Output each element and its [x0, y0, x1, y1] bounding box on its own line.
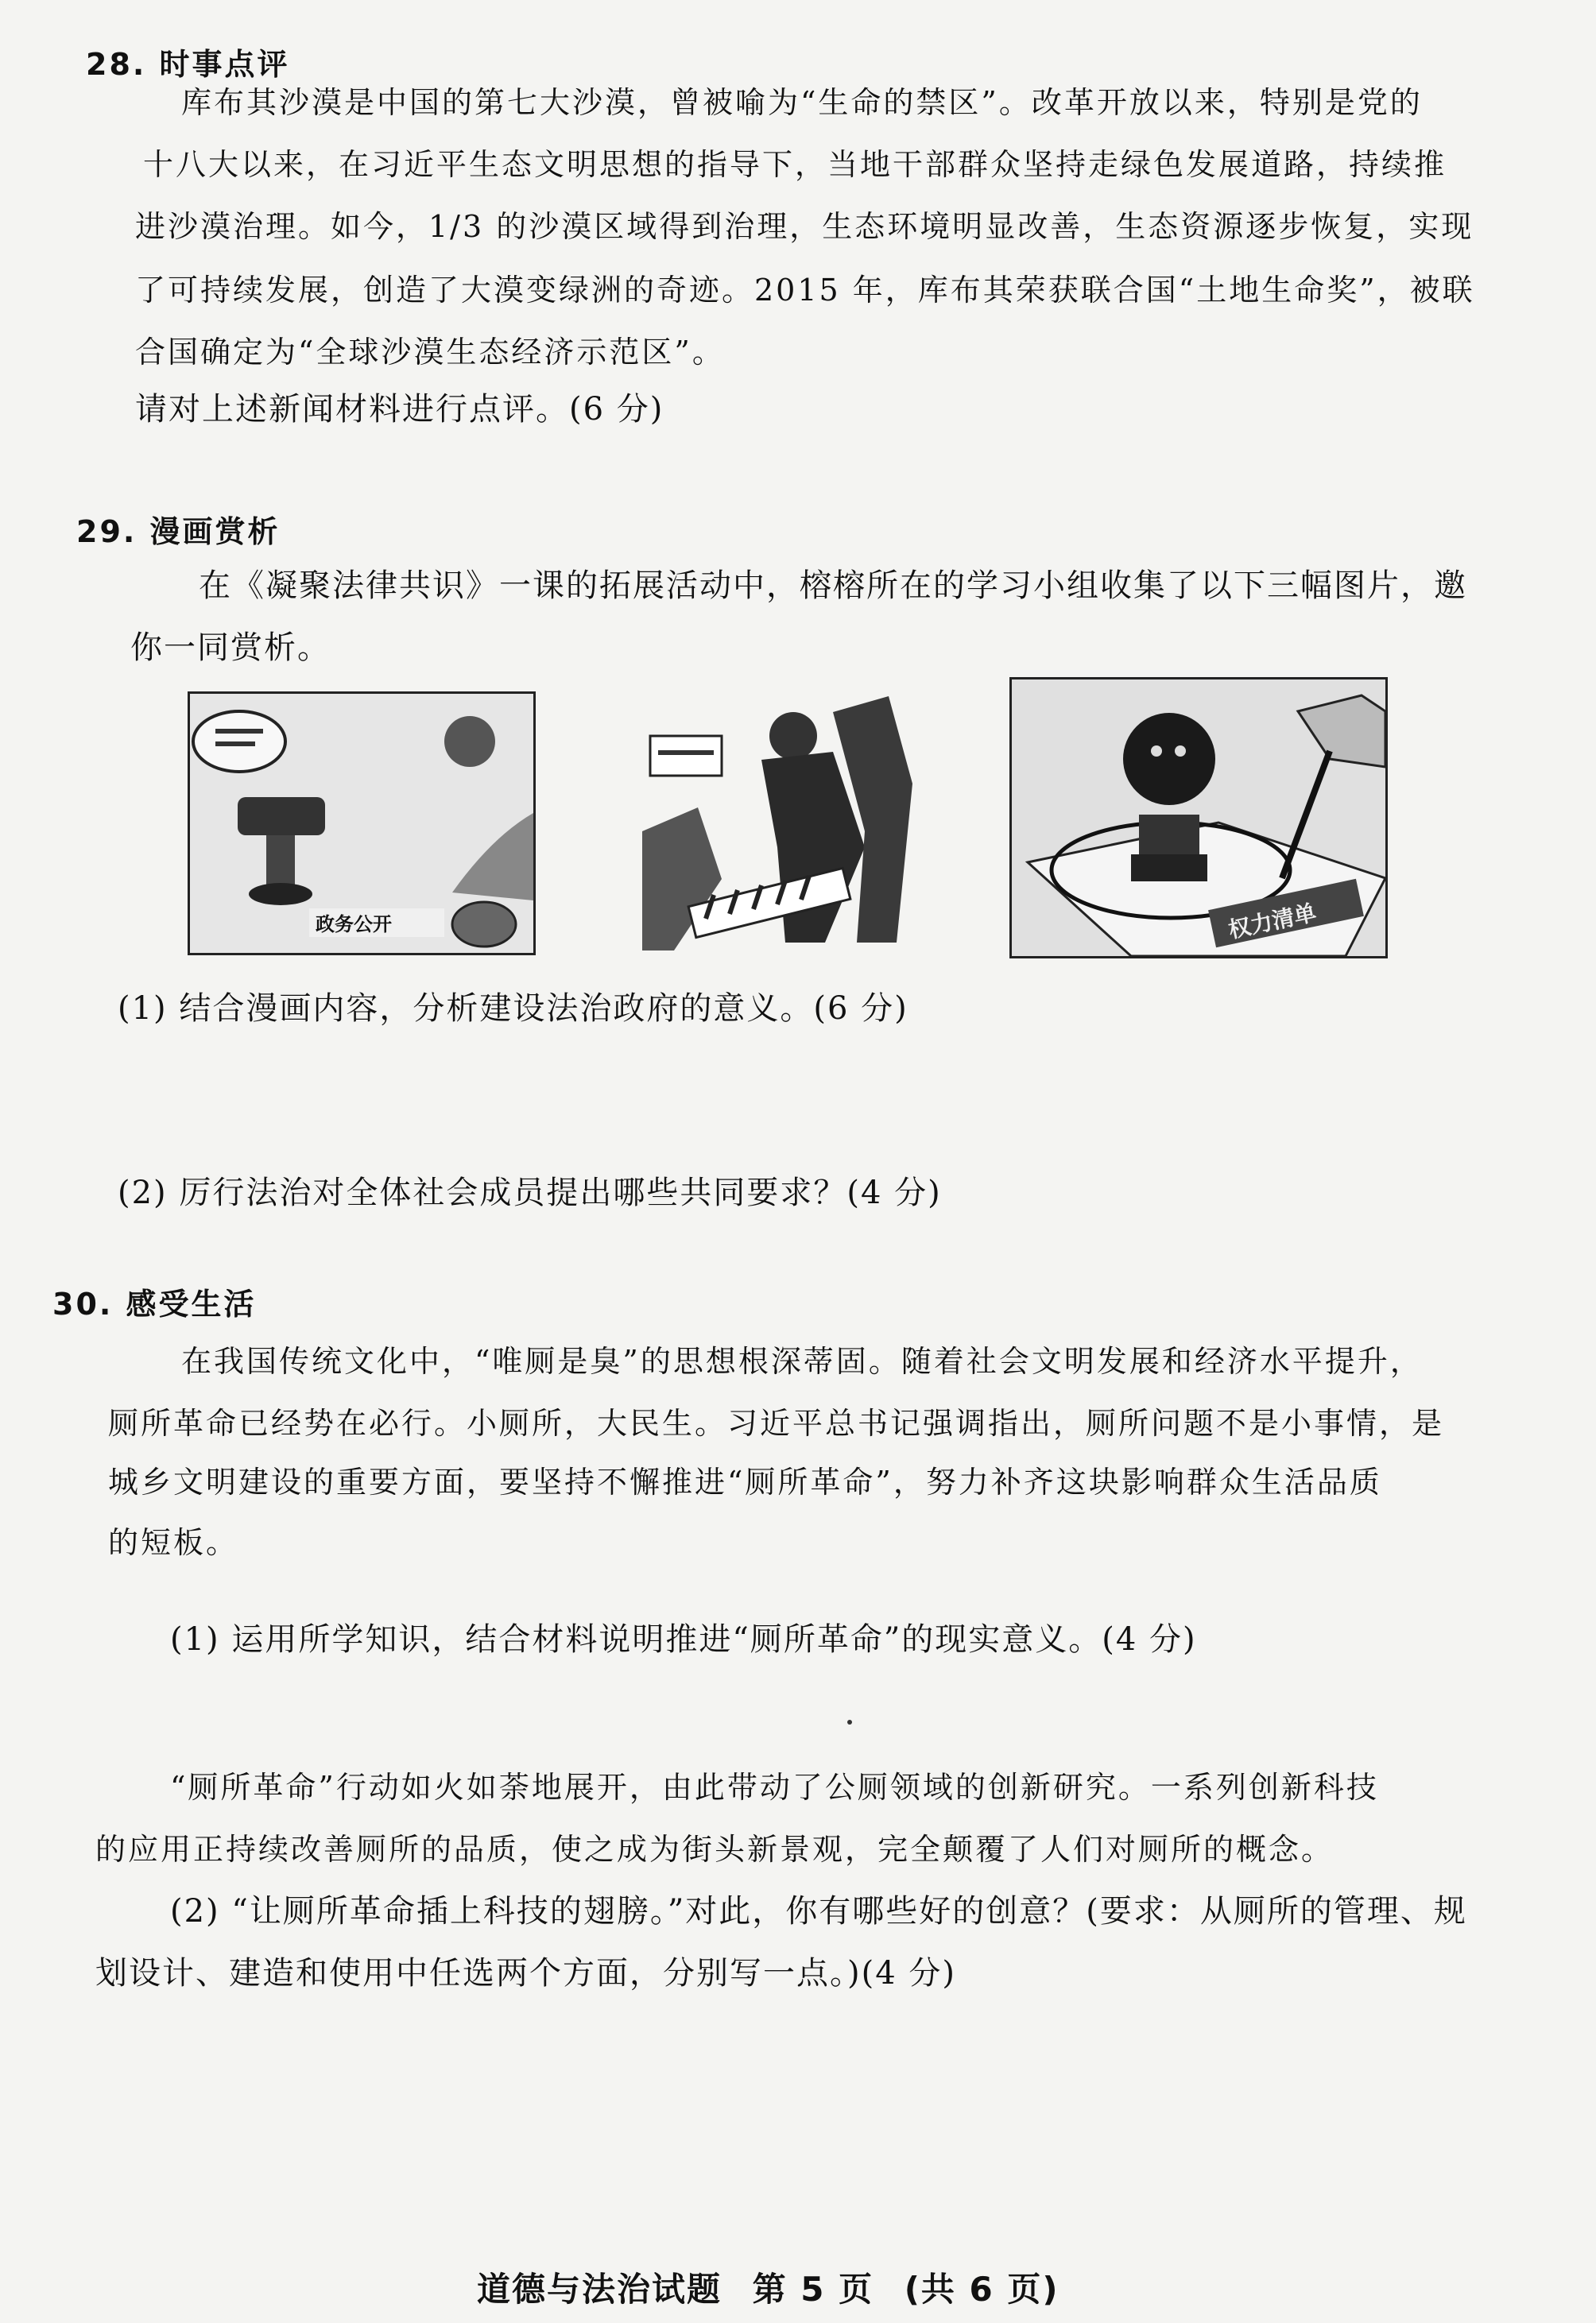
q29-intro-2: 你一同赏析。: [130, 629, 331, 666]
cartoon-government-affairs: [188, 691, 536, 955]
q28-line-5: 合国确定为“全球沙漠生态经济示范区”。: [135, 335, 725, 370]
q28-prompt: 请对上述新闻材料进行点评。(6 分): [135, 391, 664, 428]
footer-page: 第 5 页: [752, 2270, 874, 2309]
footer-total: (共 6 页): [904, 2270, 1059, 2309]
q30-line-2: 厕所革命已经势在必行。小厕所，大民生。习近平总书记强调指出，厕所问题不是小事情，是: [108, 1406, 1445, 1441]
cartoon-power-list: [1009, 677, 1388, 958]
q29-title: 29. 漫画赏析: [76, 514, 281, 549]
q28-line-4: 了可持续发展，创造了大漠变绿洲的奇迹。2015 年，库布其荣获联合国“土地生命奖”，被联: [135, 273, 1475, 308]
q30-line-4: 的短板。: [108, 1525, 239, 1560]
q30-material-1: “厕所革命”行动如火如荼地展开，由此带动了公厕领域的创新研究。一系列创新科技: [170, 1770, 1379, 1805]
q30-line-1: 在我国传统文化中，“唯厕是臭”的思想根深蒂固。随着社会文明发展和经济水平提升，: [181, 1344, 1423, 1379]
cartoon-government-affairs-drawing: [190, 694, 533, 953]
q29-sub2: (2) 厉行法治对全体社会成员提出哪些共同要求？(4 分): [118, 1175, 942, 1211]
footer-subject: 道德与法治试题: [477, 2270, 722, 2309]
cartoon-3-caption: 权力清单: [1226, 899, 1319, 944]
scan-speck: [847, 1720, 852, 1725]
cartoon-1-caption: 政务公开: [316, 913, 392, 935]
cartoon-law-enforcement: [626, 688, 922, 954]
q28-title: 28. 时事点评: [86, 47, 290, 82]
cartoon-law-enforcement-drawing: [626, 688, 922, 954]
q28-line-3: 进沙漠治理。如今，1/3 的沙漠区域得到治理，生态环境明显改善，生态资源逐步恢复，实现: [135, 209, 1474, 244]
q30-sub2-line-1: (2) “让厕所革命插上科技的翅膀。”对此，你有哪些好的创意？(要求：从厕所的管理、规: [170, 1893, 1467, 1930]
q30-material-2: 的应用正持续改善厕所的品质，使之成为街头新景观，完全颠覆了人们对厕所的概念。: [95, 1832, 1335, 1867]
q30-sub2-line-2: 划设计、建造和使用中任选两个方面，分别写一点。)(4 分): [95, 1955, 956, 1992]
q30-title: 30. 感受生活: [52, 1287, 257, 1322]
q29-intro-1: 在《凝聚法律共识》一课的拓展活动中，榕榕所在的学习小组收集了以下三幅图片，邀: [199, 567, 1467, 604]
q28-line-2: 十八大以来，在习近平生态文明思想的指导下，当地干部群众坚持走绿色发展道路，持续推: [143, 147, 1447, 182]
q28-line-1: 库布其沙漠是中国的第七大沙漠，曾被喻为“生命的禁区”。改革开放以来，特别是党的: [181, 85, 1423, 120]
cartoon-power-list-drawing: [1012, 679, 1385, 956]
q30-line-3: 城乡文明建设的重要方面，要坚持不懈推进“厕所革命”，努力补齐这块影响群众生活品质: [108, 1465, 1382, 1500]
page-footer: [477, 2263, 1077, 2311]
q30-sub1: (1) 运用所学知识，结合材料说明推进“厕所革命”的现实意义。(4 分): [170, 1621, 1197, 1658]
q29-sub1: (1) 结合漫画内容，分析建设法治政府的意义。(6 分): [118, 990, 908, 1027]
